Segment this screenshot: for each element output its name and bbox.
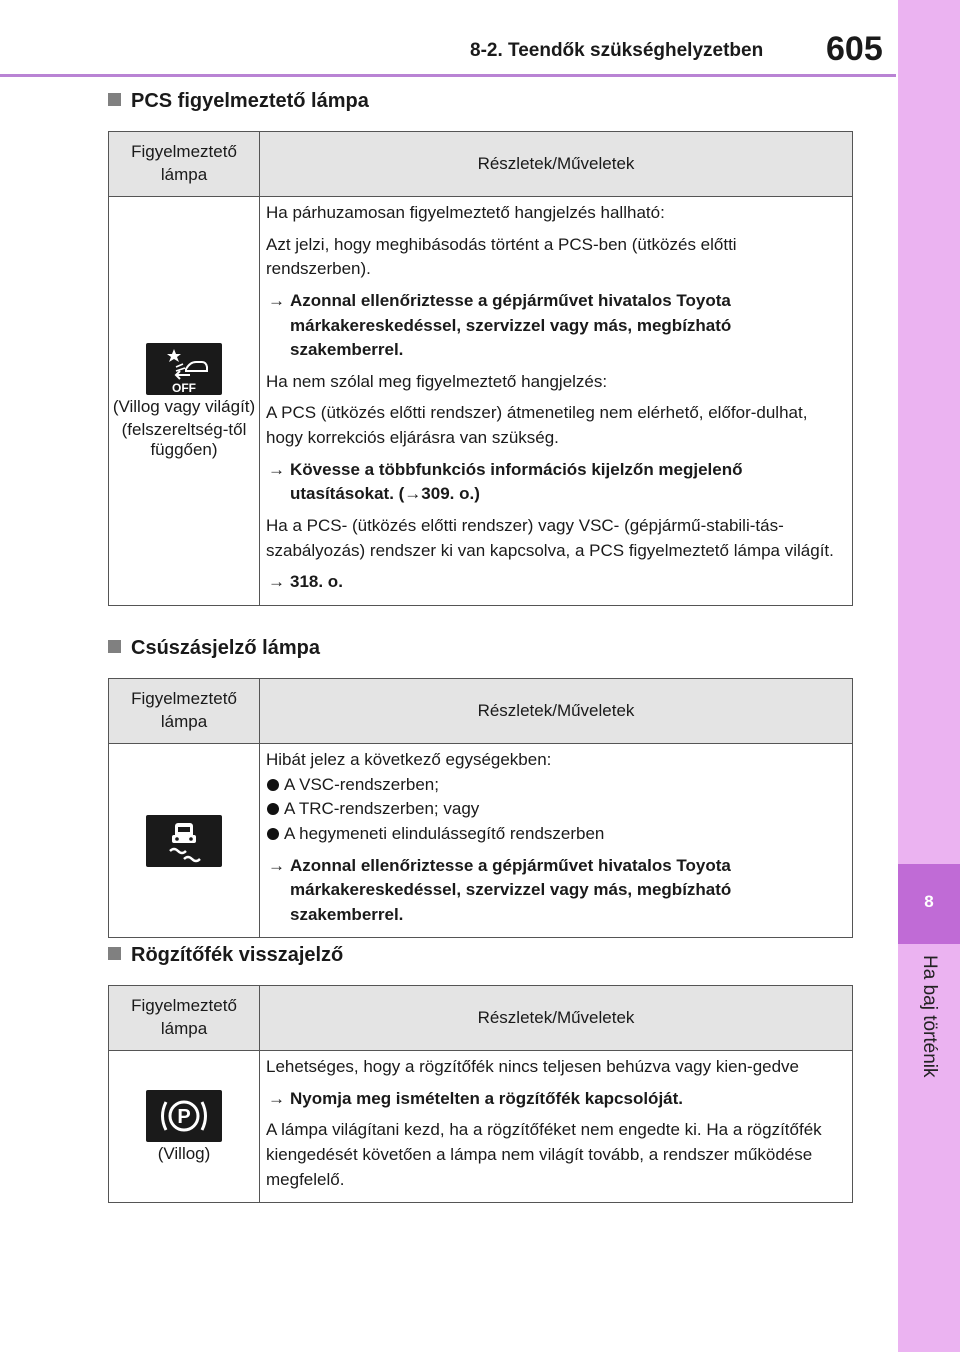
section-title-text: Csúszásjelző lámpa xyxy=(131,637,320,659)
action-item xyxy=(266,854,843,928)
col-header-details: Részletek/Műveletek xyxy=(260,132,853,197)
chapter-title: Ha baj történik xyxy=(919,955,940,1078)
pcs-off-label: OFF xyxy=(172,380,196,395)
table-header-row xyxy=(109,132,853,197)
slip-table xyxy=(108,678,853,938)
table-header-row xyxy=(109,679,853,744)
table-row xyxy=(109,197,853,606)
parking-brake-letter: P xyxy=(177,1105,191,1128)
chapter-title-tab xyxy=(898,955,960,1095)
lamp-caption: (felszereltség-től függően) xyxy=(121,420,247,459)
arrow-icon: → xyxy=(268,572,285,592)
section-square-icon xyxy=(108,640,121,653)
list-item xyxy=(266,822,843,847)
details-paragraph: Azt jelzi, hogy meghibásodás történt a PCS-ben (ütközés előtti rendszerben). xyxy=(266,234,737,279)
col-header-details: Részletek/Műveletek xyxy=(260,986,853,1051)
action-item xyxy=(266,458,843,507)
list-item-text: A VSC-rendszerben; xyxy=(284,774,439,794)
running-header: 8-2. Teendők szükséghelyzetben xyxy=(470,40,764,61)
slip-indicator-icon xyxy=(146,815,222,867)
table-row xyxy=(109,1051,853,1203)
details-paragraph: Ha párhuzamosan figyelmeztető hangjelzés hallható: xyxy=(266,203,665,222)
col-header-lamp: Figyelmeztető lámpa xyxy=(109,132,260,197)
lamp-cell xyxy=(109,1051,260,1203)
section-title-parking-brake xyxy=(108,944,343,967)
details-paragraph: Ha nem szólal meg figyelmeztető hangjelzés: xyxy=(266,371,608,391)
arrow-icon: → xyxy=(268,1088,285,1108)
col-header-lamp: Figyelmeztető lámpa xyxy=(109,679,260,744)
section-square-icon xyxy=(108,93,121,106)
details-cell xyxy=(260,744,853,938)
section-title-pcs xyxy=(108,90,369,113)
action-text: Kövesse a többfunkciós információs kijelzőn megjelenő utasításokat. (→309. o.) xyxy=(290,459,743,504)
details-paragraph: Hibát jelez a következő egységekben: xyxy=(266,750,552,769)
details-paragraph: A lámpa világítani kezd, ha a rögzítőféket nem engedte ki. Ha a rögzítőfék kiengedését követően a lámpa nem világít tovább, a rendszer működése megfelelő. xyxy=(266,1120,822,1189)
list-item xyxy=(266,773,843,798)
chapter-side-bar xyxy=(898,0,960,1352)
page-reference: 318. o. xyxy=(290,572,343,592)
details-cell xyxy=(260,197,853,606)
parking-brake-table xyxy=(108,985,853,1203)
parking-brake-icon xyxy=(146,1090,222,1142)
lamp-caption: (Villog vagy világít) xyxy=(112,396,256,416)
chapter-number-tab xyxy=(898,864,960,944)
pcs-table xyxy=(108,131,853,606)
section-title-slip xyxy=(108,637,320,660)
chapter-number: 8 xyxy=(924,892,934,911)
lamp-caption: (Villog) xyxy=(157,1143,211,1163)
table-row xyxy=(109,744,853,938)
pcs-off-icon xyxy=(146,343,222,395)
action-item xyxy=(266,1087,843,1112)
details-paragraph: Ha a PCS- (ütközés előtti rendszer) vagy VSC- (gépjármű-stabili-tás-szabályozás) rendszer ki van kapcsolva, a PCS figyelmeztető lámpa világít. xyxy=(266,516,834,560)
section-title-text: Rögzítőfék visszajelző xyxy=(131,944,344,966)
lamp-cell xyxy=(109,197,260,606)
list-item-text: A hegymeneti elindulássegítő rendszerben xyxy=(284,823,605,843)
arrow-icon: → xyxy=(268,290,285,310)
details-paragraph: A PCS (ütközés előtti rendszer) átmenetileg nem elérhető, előfor-dulhat, hogy korrekciós eljárásra van szükség. xyxy=(266,403,808,448)
action-text: Azonnal ellenőriztesse a gépjárművet hivatalos Toyota márkakereskedéssel, szervizzel vagy más, megbízható szakemberrel. xyxy=(290,855,732,924)
table-header-row xyxy=(109,986,853,1051)
list-item xyxy=(266,797,843,822)
bullet-icon xyxy=(267,828,279,840)
action-item xyxy=(266,289,843,363)
action-text: Azonnal ellenőriztesse a gépjárművet hivatalos Toyota márkakereskedéssel, szervizzel vagy más, megbízható szakemberrel. xyxy=(290,290,732,360)
section-square-icon xyxy=(108,947,121,960)
arrow-icon: → xyxy=(268,855,285,875)
details-cell xyxy=(260,1051,853,1203)
header-rule xyxy=(0,74,896,77)
bullet-icon xyxy=(267,779,279,791)
arrow-icon: → xyxy=(268,459,285,479)
lamp-cell xyxy=(109,744,260,938)
action-text: Nyomja meg ismételten a rögzítőfék kapcsolóját. xyxy=(290,1088,684,1108)
action-item xyxy=(266,570,843,595)
page-number: 605 xyxy=(826,30,883,68)
details-paragraph: Lehetséges, hogy a rögzítőfék nincs teljesen behúzva vagy kien-gedve xyxy=(266,1057,800,1076)
col-header-lamp: Figyelmeztető lámpa xyxy=(109,986,260,1051)
list-item-text: A TRC-rendszerben; vagy xyxy=(284,799,480,819)
section-title-text: PCS figyelmeztető lámpa xyxy=(131,90,369,112)
col-header-details: Részletek/Műveletek xyxy=(260,679,853,744)
bullet-icon xyxy=(267,803,279,815)
